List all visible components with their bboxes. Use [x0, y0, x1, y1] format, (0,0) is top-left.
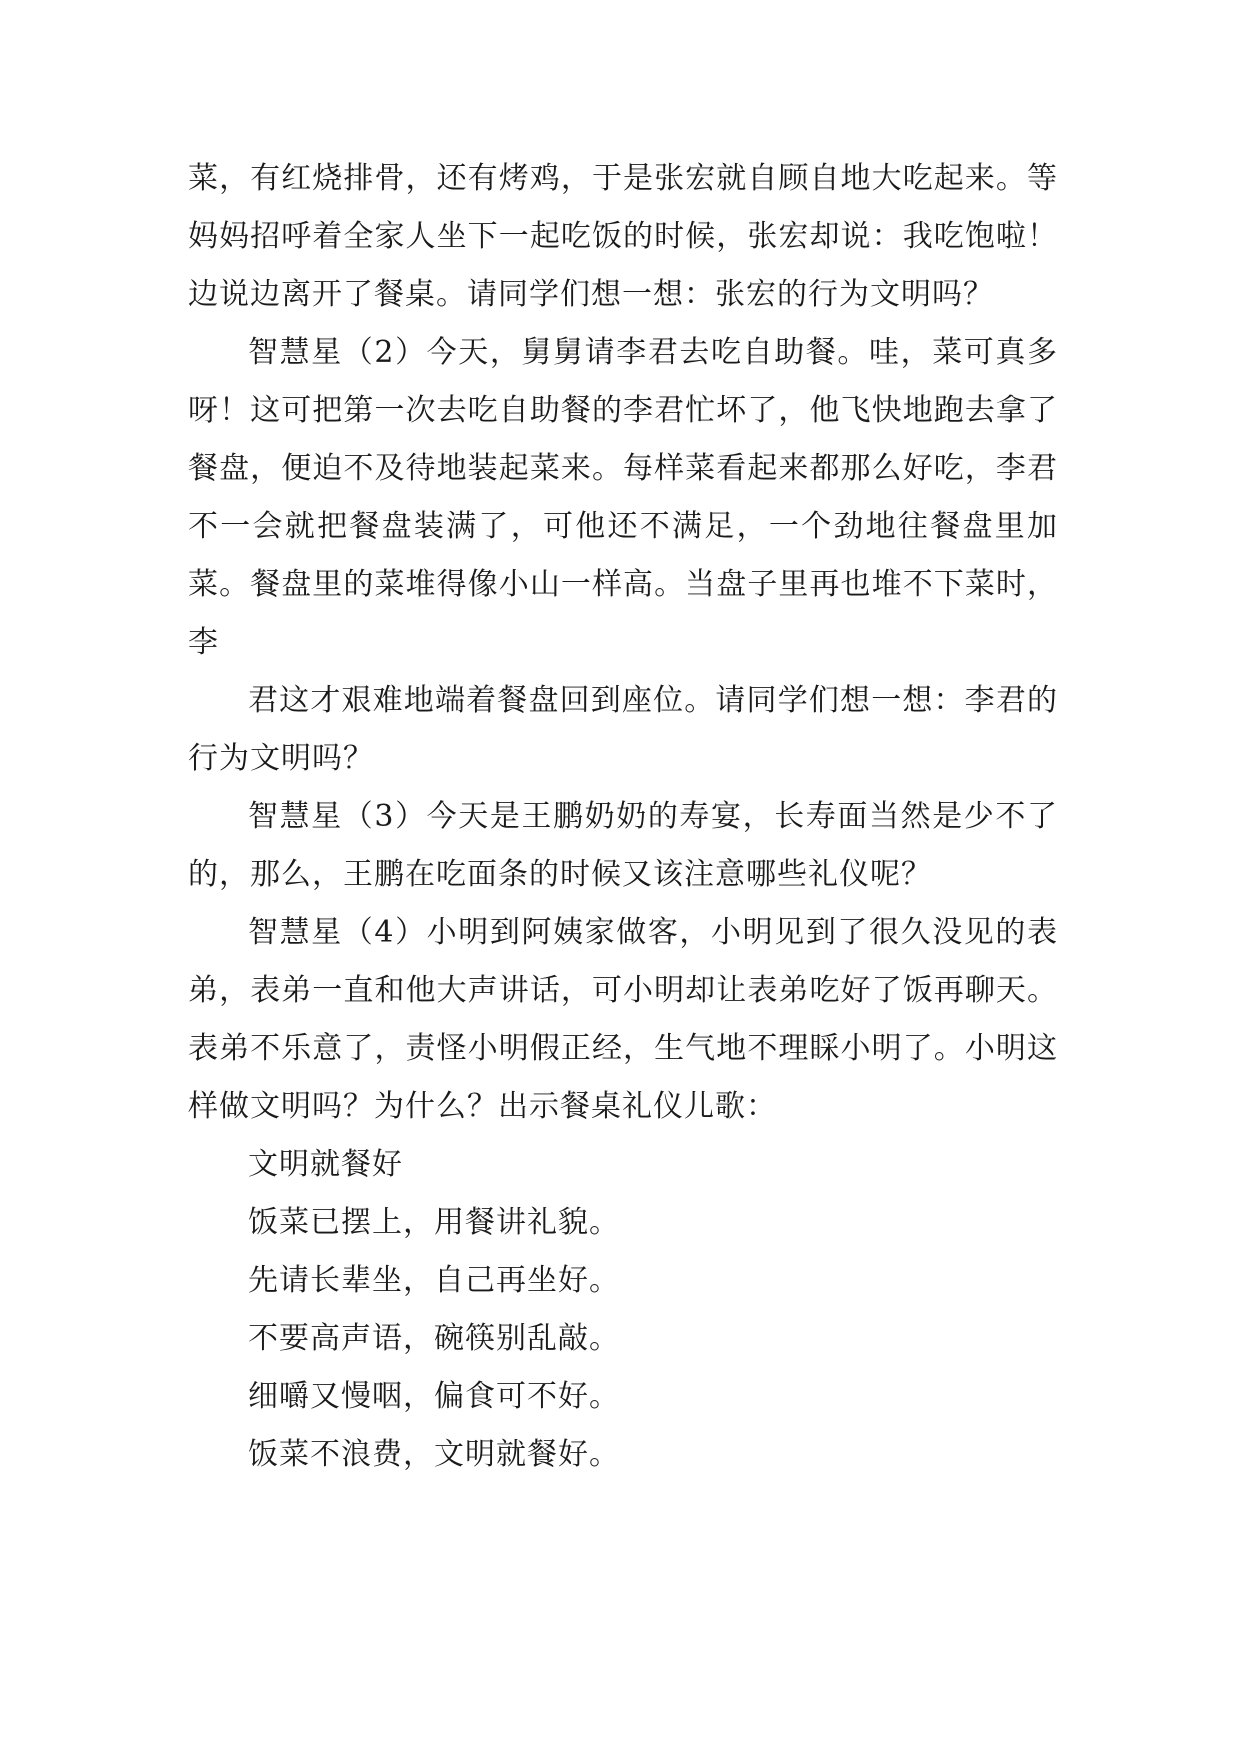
- poem-line: 饭菜不浪费，文明就餐好。: [248, 1437, 620, 1472]
- paragraph-wisdom-star-3: 智慧星（3）今天是王鹏奶奶的寿宴，长寿面当然是少不了的，那么，王鹏在吃面条的时候又该注意哪些礼仪呢？: [188, 799, 1058, 892]
- document-page: [188, 150, 1058, 1484]
- paragraph-wisdom-star-2: 智慧星（2）今天，舅舅请李君去吃自助餐。哇，菜可真多呀！这可把第一次去吃自助餐的李君忙坏了，他飞快地跑去拿了餐盘，便迫不及待地装起菜来。每样菜看起来都那么好吃，李君不一会就把餐盘装满了，可他还不满足，一个劲地往餐盘里加菜。餐盘里的菜堆得像小山一样高。当盘子里再也堆不下菜时，李: [188, 335, 1058, 660]
- paragraph-lijun-question: 君这才艰难地端着餐盘回到座位。请同学们想一想：李君的行为文明吗？: [188, 683, 1058, 776]
- poem-line: 细嚼又慢咽，偏食可不好。: [248, 1379, 620, 1414]
- poem-line: 饭菜已摆上，用餐讲礼貌。: [248, 1205, 620, 1240]
- paragraph-zhanghong-story: 菜，有红烧排骨，还有烤鸡，于是张宏就自顾自地大吃起来。等妈妈招呼着全家人坐下一起吃饭的时候，张宏却说：我吃饱啦！边说边离开了餐桌。请同学们想一想：张宏的行为文明吗？: [188, 161, 1058, 312]
- poem-line: 先请长辈坐，自己再坐好。: [248, 1263, 620, 1298]
- poem-line: 不要高声语，碗筷别乱敲。: [248, 1321, 620, 1356]
- paragraph-wisdom-star-4: 智慧星（4）小明到阿姨家做客，小明见到了很久没见的表弟，表弟一直和他大声讲话，可小明却让表弟吃好了饭再聊天。表弟不乐意了，责怪小明假正经，生气地不理睬小明了。小明这样做文明吗？为什么？出示餐桌礼仪儿歌：: [188, 915, 1058, 1124]
- poem-title: 文明就餐好: [248, 1147, 403, 1182]
